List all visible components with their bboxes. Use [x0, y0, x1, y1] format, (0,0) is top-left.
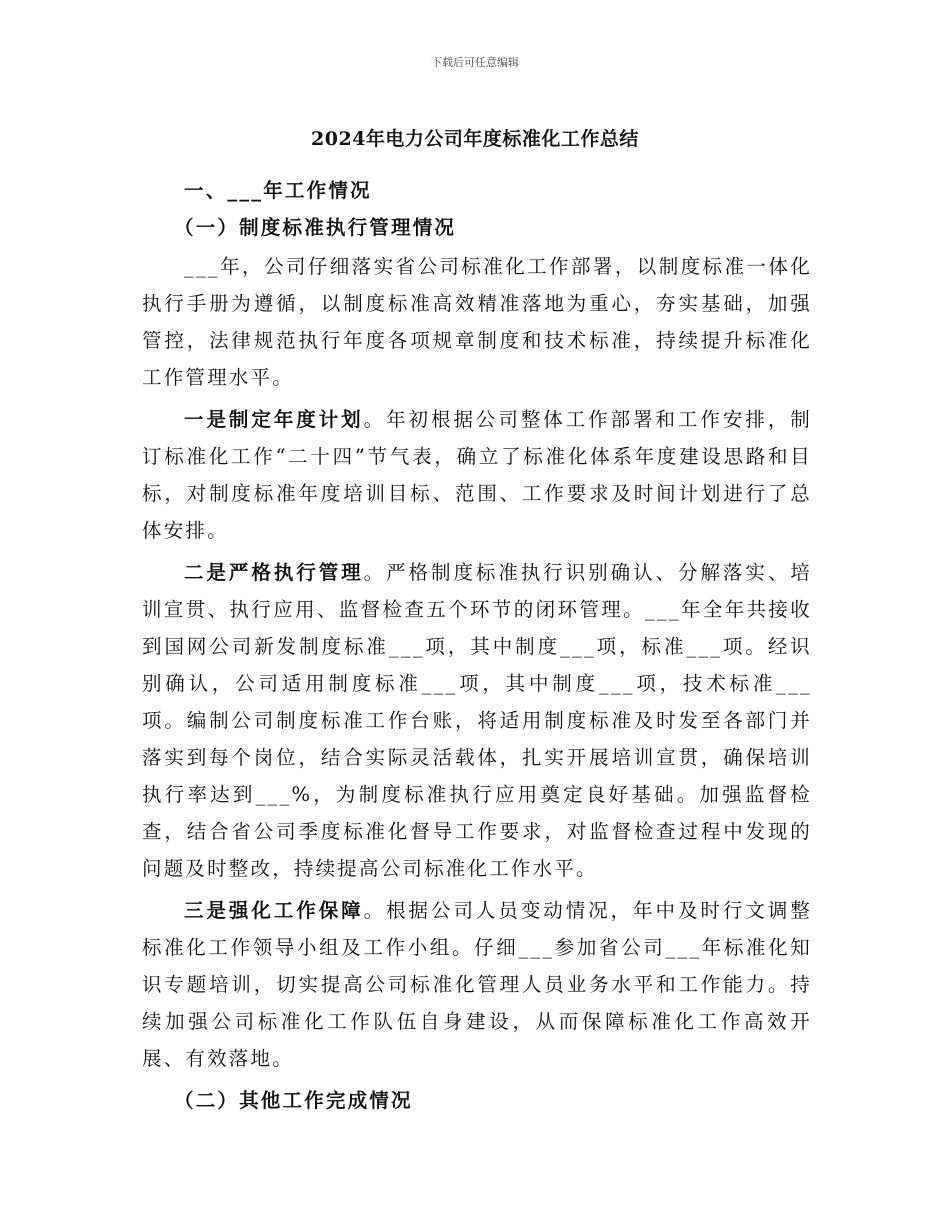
item-3-paragraph	[142, 892, 812, 1077]
item-1-lead: 一是制定年度计划	[184, 408, 364, 431]
item-1-text: 。年初根据公司整体工作部署和工作安排，制订标准化工作“二十四”节气表，确立了标准化体系年度建设思路和目标，对制度标准年度培训目标、范围、工作要求及时间计划进行了总体安排。	[142, 408, 812, 542]
item-2-text: 。严格制度标准执行识别确认、分解落实、培训宣贯、执行应用、监督检查五个环节的闭环管理。___年全年共接收到国网公司新发制度标准___项，其中制度___项，标准___项。经识别确认，公司适用制度标准___项，其中制度___项，技术标准___项。编制公司制度标准工作台账，将适用制度标准及时发至各部门并落实到每个岗位，结合实际灵活载体，扎实开展培训宣贯，确保培训执行率达到___%，为制度标准执行应用奠定良好基础。加强监督检查，结合省公司季度标准化督导工作要求，对监督检查过程中发现的问题及时整改，持续提高公司标准化工作水平。	[142, 561, 812, 880]
download-note: 下载后可任意编辑	[431, 56, 519, 69]
item-2-lead: 二是严格执行管理	[184, 561, 364, 584]
intro-paragraph: ___年，公司仔细落实省公司标准化工作部署，以制度标准一体化执行手册为遵循，以制度标准高效精准落地为重心，夯实基础，加强管控，法律规范执行年度各项规章制度和技术标准，持续提升标准化工作管理水平。	[142, 255, 812, 389]
section-heading: 一、___年工作情况	[184, 179, 372, 202]
item-3-text: 。根据公司人员变动情况，年中及时行文调整标准化工作领导小组及工作小组。仔细___参加省公司___年标准化知识专题培训，切实提高公司标准化管理人员业务水平和工作能力。持续加强公司标准化工作队伍自身建设，从而保障标准化工作高效开展、有效落地。	[142, 899, 812, 1070]
document-body	[142, 172, 812, 1119]
document-title: 2024年电力公司年度标准化工作总结	[311, 128, 639, 150]
subsection-heading-2: （二）其他工作完成情况	[174, 1089, 413, 1112]
item-1-paragraph	[142, 401, 812, 549]
item-2-paragraph	[142, 554, 812, 887]
item-3-lead: 三是强化工作保障	[184, 899, 364, 922]
subsection-heading-1: （一）制度标准执行管理情况	[174, 216, 457, 239]
